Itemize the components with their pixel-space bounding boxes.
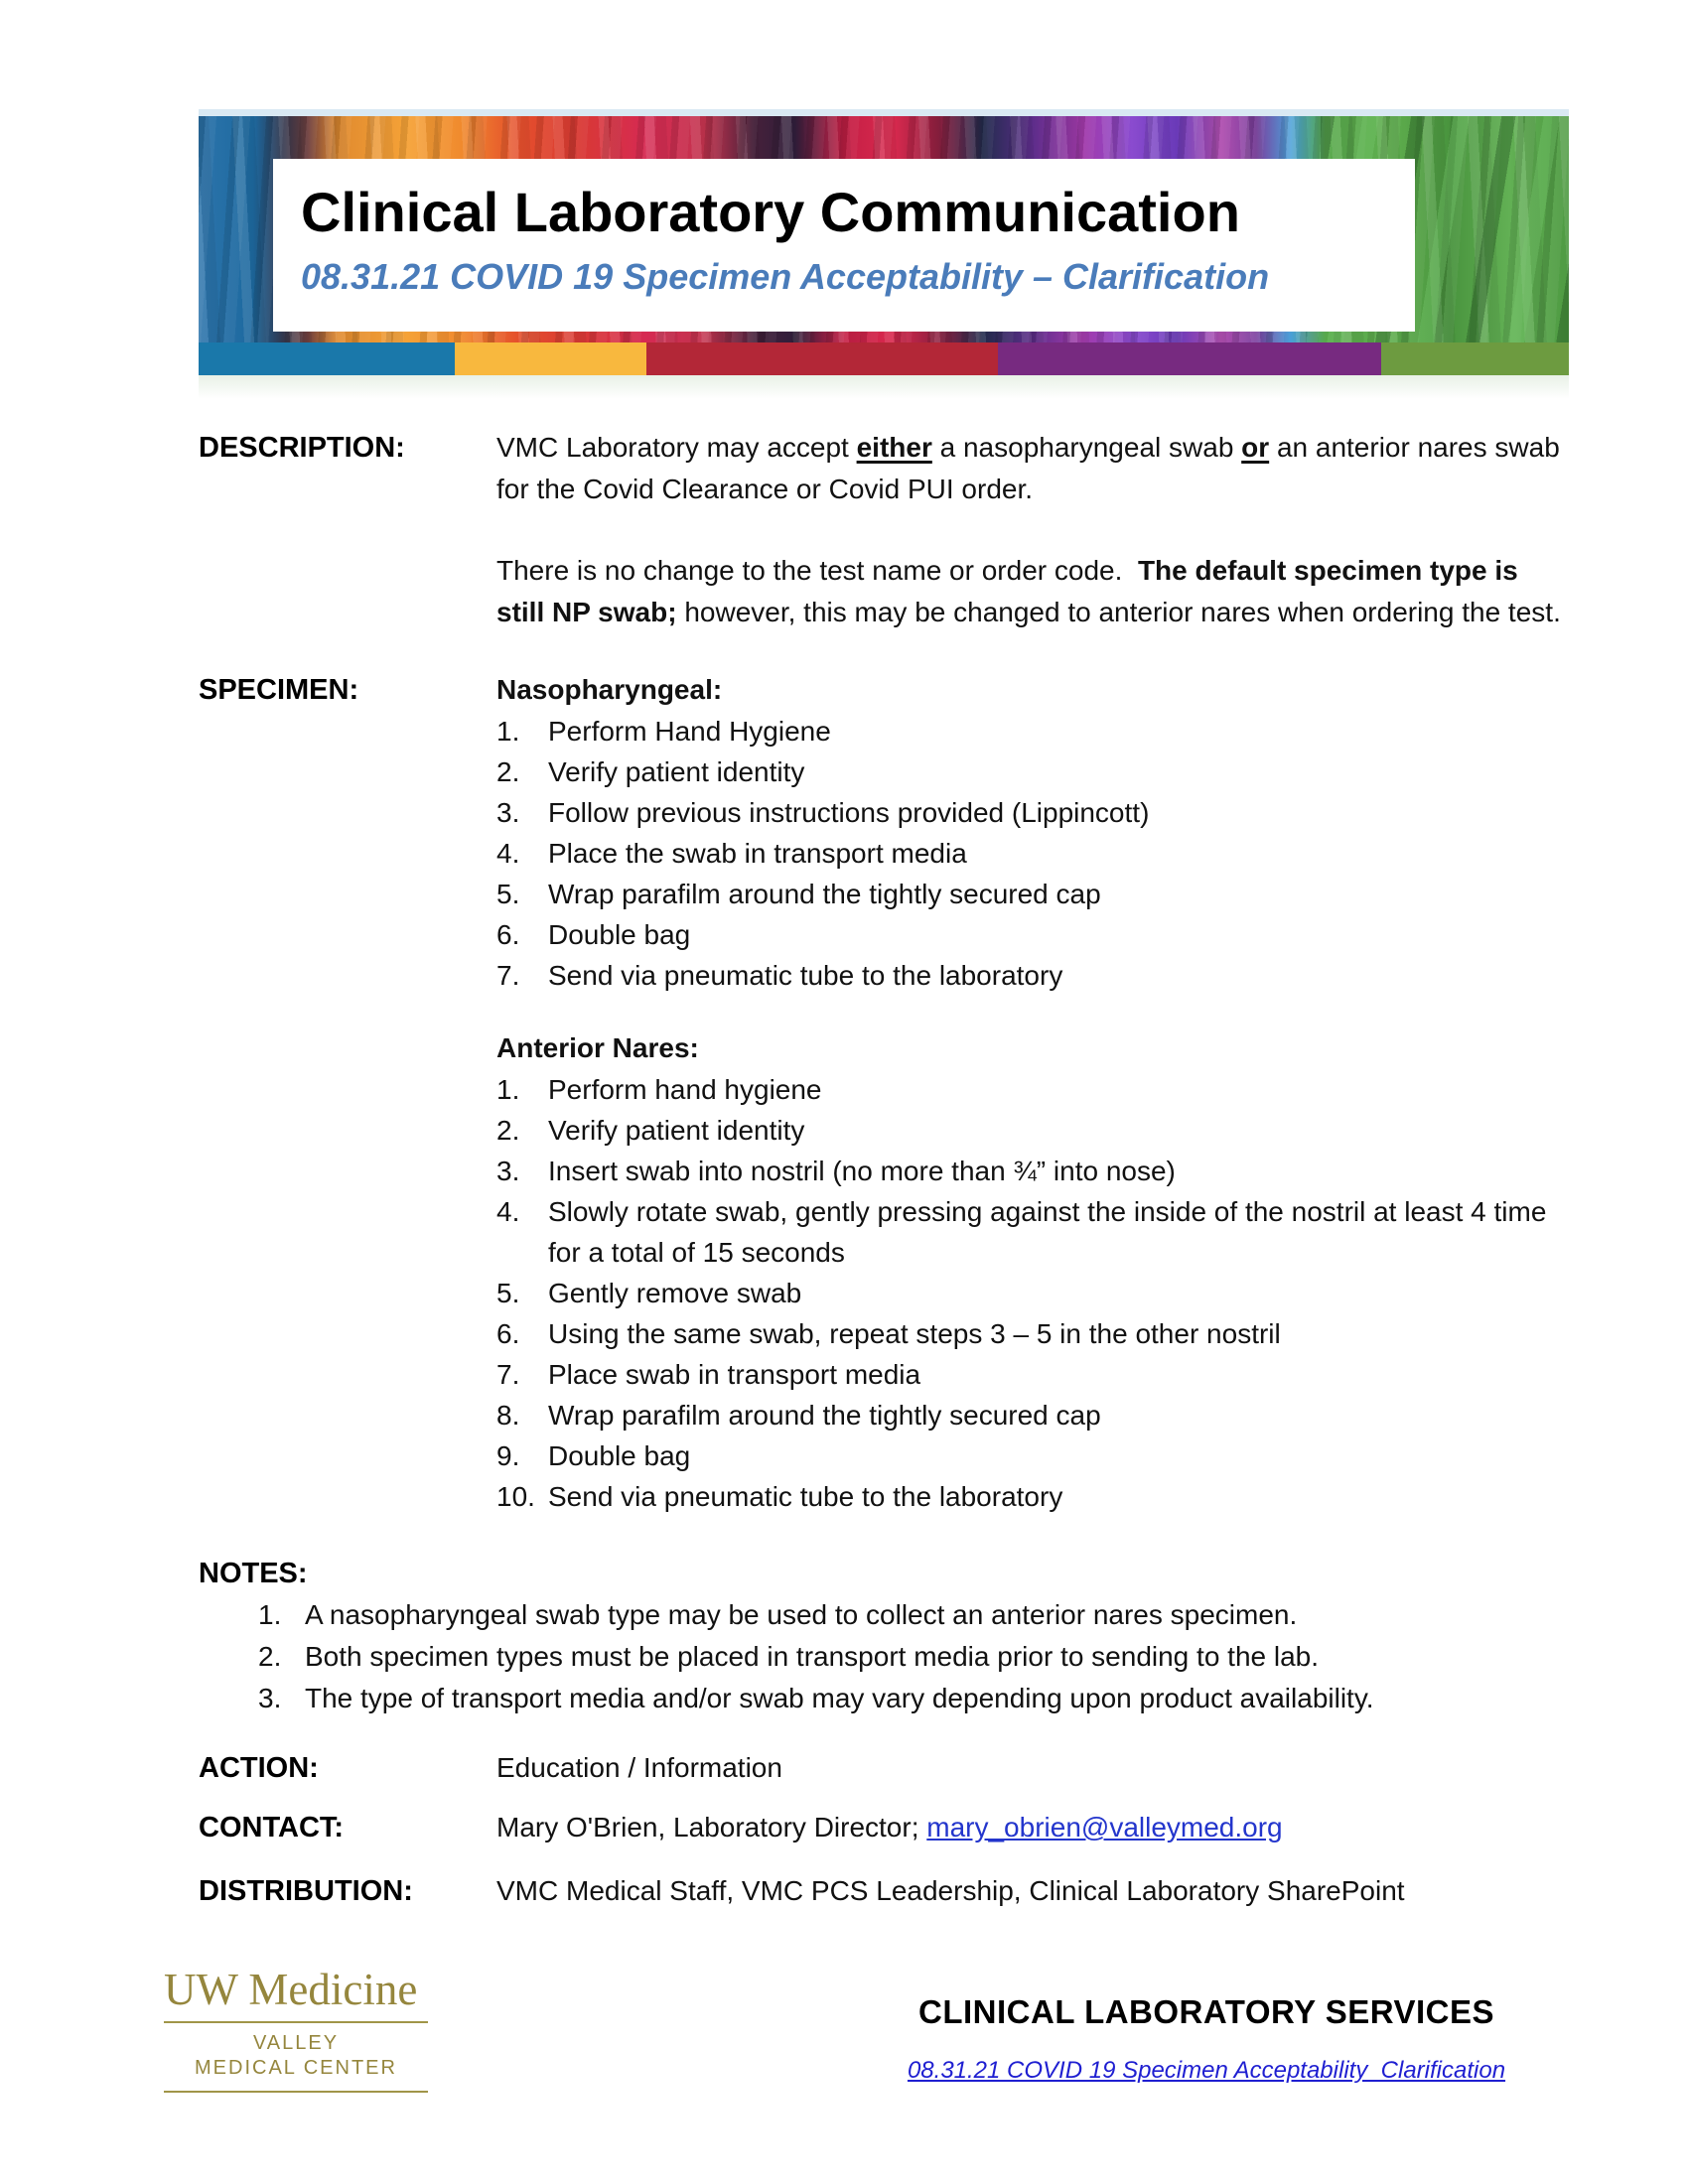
list-item: [496, 792, 1569, 833]
logo-subtext: [164, 2031, 428, 2081]
list-item-text: Slowly rotate swab, gently pressing against the inside of the nostril at least 4 time for a total of 15 seconds: [548, 1196, 1547, 1268]
list-item: [496, 1110, 1569, 1151]
list-item: [258, 1594, 1569, 1636]
document-subtitle: 08.31.21 COVID 19 Specimen Acceptability – Clarification: [301, 256, 1270, 298]
emphasis-default-specimen: The default specimen type is still NP swab;: [496, 555, 1526, 627]
list-item: [496, 914, 1569, 955]
list-item: [496, 1273, 1569, 1313]
list-item: [496, 1395, 1569, 1435]
list-item-number: [496, 1313, 548, 1354]
list-item-text: Wrap parafilm around the tightly secured cap: [548, 879, 1101, 909]
banner-artwork: [199, 109, 1569, 342]
anterior-nares-heading: Anterior Nares:: [496, 1032, 699, 1063]
emphasis-either: either: [856, 432, 932, 463]
text-run: VMC Laboratory may accept: [496, 432, 857, 463]
banner-stripe: [199, 342, 1569, 375]
contact-value: [496, 1807, 1569, 1848]
contact-label: CONTACT:: [199, 1812, 345, 1843]
list-item-number: [496, 1476, 548, 1517]
text-run: an anterior nares swab for the Covid Clearance or Covid PUI order.: [496, 432, 1568, 504]
list-item: [496, 751, 1569, 792]
list-item: [258, 1636, 1569, 1678]
emphasis-or: or: [1241, 432, 1270, 463]
notes-list: [258, 1594, 1569, 1719]
section-action: [199, 1747, 1569, 1789]
banner: [199, 109, 1569, 399]
list-item-text: Using the same swab, repeat steps 3 – 5 in the other nostril: [548, 1318, 1281, 1349]
stripe-block-purple: [998, 342, 1381, 375]
description-label: DESCRIPTION:: [199, 432, 405, 464]
list-item-text: Wrap parafilm around the tightly secured cap: [548, 1400, 1101, 1431]
list-item: [496, 1069, 1569, 1110]
footer-services-block: [844, 1993, 1569, 2085]
list-item-number: [496, 792, 548, 833]
logo-divider-top: [164, 2021, 428, 2023]
list-item-number: [496, 1069, 548, 1110]
description-paragraph-1: [496, 427, 1569, 510]
stripe-block-green: [1381, 342, 1569, 375]
stripe-block-yellow: [455, 342, 646, 375]
page-footer: [164, 1964, 1569, 2093]
description-paragraph-2: [496, 550, 1569, 633]
text-run: There is no change to the test name or order code.: [496, 555, 1138, 586]
document-title: Clinical Laboratory Communication: [301, 181, 1240, 243]
section-specimen: [199, 669, 1569, 1517]
section-description: [199, 427, 1569, 633]
list-item-text: A nasopharyngeal swab type may be used to collect an anterior nares specimen.: [305, 1599, 1298, 1630]
list-item-number: [258, 1594, 305, 1636]
uw-medicine-wordmark: UW Medicine: [164, 1965, 418, 2014]
list-item-text: The type of transport media and/or swab may vary depending upon product availability.: [305, 1683, 1374, 1713]
list-item-number: [496, 833, 548, 874]
text-run: a nasopharyngeal swab: [931, 432, 1242, 463]
list-item-number: [496, 1110, 548, 1151]
text-run: however, this may be changed to anterior nares when ordering the test.: [676, 597, 1561, 627]
action-value: Education / Information: [496, 1752, 782, 1783]
action-label: ACTION:: [199, 1752, 319, 1784]
list-item-text: Follow previous instructions provided (Lippincott): [548, 797, 1150, 828]
list-item-text: Double bag: [548, 919, 691, 950]
nasopharyngeal-steps-list: [496, 711, 1569, 996]
list-item-number: [496, 711, 548, 751]
list-item-text: Insert swab into nostril (no more than ¾” into nose): [548, 1156, 1176, 1186]
list-item-text: Both specimen types must be placed in transport media prior to sending to the lab.: [305, 1641, 1320, 1672]
list-item: [258, 1678, 1569, 1719]
list-item-number: [496, 1354, 548, 1395]
nasopharyngeal-heading: Nasopharyngeal:: [496, 674, 723, 705]
banner-fade: [199, 375, 1569, 399]
anterior-nares-steps-list: [496, 1069, 1569, 1517]
distribution-label: DISTRIBUTION:: [199, 1875, 413, 1907]
list-item-text: Send via pneumatic tube to the laboratory: [548, 1481, 1063, 1512]
list-item-text: Verify patient identity: [548, 1115, 805, 1146]
list-item-number: [496, 1151, 548, 1191]
list-item: [496, 1313, 1569, 1354]
contact-name: Mary O'Brien, Laboratory Director;: [496, 1812, 927, 1843]
list-item-number: [496, 914, 548, 955]
services-title: CLINICAL LABORATORY SERVICES: [918, 1993, 1494, 2030]
contact-email-link[interactable]: mary_obrien@valleymed.org: [926, 1812, 1283, 1843]
list-item-text: Place swab in transport media: [548, 1359, 921, 1390]
list-item-number: [258, 1636, 305, 1678]
list-item-number: [496, 1191, 548, 1273]
list-item-number: [496, 1395, 548, 1435]
list-item-text: Verify patient identity: [548, 756, 805, 787]
section-notes: [199, 1553, 1569, 1719]
section-contact: [199, 1807, 1569, 1848]
list-item-number: [258, 1678, 305, 1719]
list-item-text: Place the swab in transport media: [548, 838, 967, 869]
list-item-number: [496, 1435, 548, 1476]
section-distribution: [199, 1870, 1569, 1912]
list-item: [496, 955, 1569, 996]
list-item-text: Perform Hand Hygiene: [548, 716, 831, 747]
list-item-text: Send via pneumatic tube to the laboratory: [548, 960, 1063, 991]
list-item-number: [496, 1273, 548, 1313]
list-item: [496, 1151, 1569, 1191]
specimen-label: SPECIMEN:: [199, 674, 359, 706]
list-item: [496, 833, 1569, 874]
notes-label: NOTES:: [199, 1558, 308, 1589]
stripe-block-red: [646, 342, 998, 375]
list-item-text: Perform hand hygiene: [548, 1074, 822, 1105]
list-item: [496, 1191, 1569, 1273]
list-item-text: Gently remove swab: [548, 1278, 802, 1308]
list-item-number: [496, 751, 548, 792]
list-item: [496, 1354, 1569, 1395]
list-item: [496, 1476, 1569, 1517]
distribution-value: VMC Medical Staff, VMC PCS Leadership, Clinical Laboratory SharePoint: [496, 1875, 1405, 1906]
stripe-block-blue: [199, 342, 455, 375]
logo-divider-bottom: [164, 2091, 428, 2093]
list-item: [496, 711, 1569, 751]
logo-medical-center: MEDICAL CENTER: [195, 2057, 397, 2079]
document-link[interactable]: 08.31.21 COVID 19 Specimen Acceptability_Clarification: [907, 2057, 1506, 2084]
logo-valley: VALLEY: [252, 2032, 340, 2054]
document-body: [199, 427, 1569, 1912]
list-item: [496, 874, 1569, 914]
title-box: [273, 159, 1415, 332]
uw-medicine-logo: [164, 1964, 428, 2093]
list-item: [496, 1435, 1569, 1476]
list-item-number: [496, 874, 548, 914]
list-item-number: [496, 955, 548, 996]
list-item-text: Double bag: [548, 1440, 691, 1471]
